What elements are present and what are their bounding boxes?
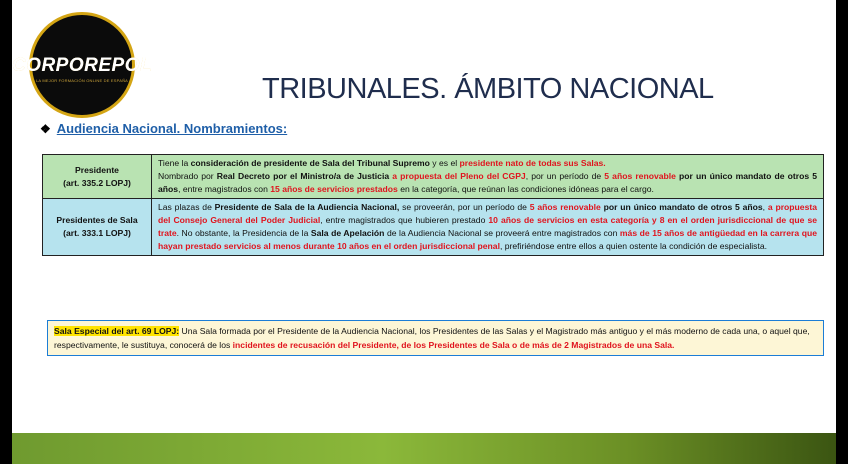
table-row xyxy=(43,155,824,199)
paragraph xyxy=(158,170,817,196)
text-run: Sala de Apelación xyxy=(310,228,385,238)
text-run: más de 15 años de antigüedad en la carrera que hayan prestado servicios al menos durante 10 años en el orden jurisdiccional penal xyxy=(158,228,817,251)
text-run: a propuesta del Consejo General del Poder Judicial xyxy=(158,202,817,225)
text-run: de la Audiencia Nacional se proveerá entre magistrados con xyxy=(384,228,620,238)
text-run: se proveerán, por un período de xyxy=(399,202,530,212)
text-run: en la categoría, que reúnan las condiciones idóneas para el cargo. xyxy=(397,184,654,194)
text-run: , entre magistrados con xyxy=(178,184,271,194)
text-run: y es el xyxy=(429,158,460,168)
diamond-bullet-icon: ❖ xyxy=(40,122,51,136)
text-run: 15 años de servicios prestados xyxy=(270,184,398,194)
text-run: Una Sala formada por el Presidente de la Audiencia Nacional, los Presidentes de las Salas y el Magistrado más antiguo y el más moderno de cada una, o aquel que, respectivamente, le sustituya, conocerá de los xyxy=(54,326,810,350)
paragraph xyxy=(158,157,817,170)
text-run: consideración de presidente de Sala del Tribunal Supremo xyxy=(190,158,430,168)
text-run: 10 años de servicios en esta categoría y 8 en el orden jurisdiccional de que se trate xyxy=(158,215,818,238)
row-content xyxy=(152,155,824,199)
text-run: . No obstante, la Presidencia de la xyxy=(176,228,311,238)
text-run: , xyxy=(762,202,768,212)
text-run: , por un período de xyxy=(525,171,605,181)
logo-wordmark: CORPOREPOL xyxy=(12,55,153,76)
special-chamber-note xyxy=(47,320,824,356)
paragraph xyxy=(158,201,817,253)
text-run: por un único mandato de otros 5 años xyxy=(158,171,818,194)
text-run: por un único mandato de otros 5 años xyxy=(603,202,763,212)
text-run: Nombrado por xyxy=(158,171,217,181)
text-run: 5 años renovable xyxy=(604,171,676,181)
text-run: Sala Especial del art. 69 LOPJ: xyxy=(54,326,180,336)
row-label: Presidente (art. 335.2 LOPJ) xyxy=(43,155,152,199)
corporepol-logo xyxy=(12,12,153,118)
text-run: a propuesta del Pleno del CGPJ xyxy=(392,171,526,181)
text-run: incidentes de recusación del Presidente, de los Presidentes de Sala o de más de 2 Magistrados de una Sala. xyxy=(232,340,675,350)
table-row xyxy=(43,199,824,256)
page-title: TRIBUNALES. ÁMBITO NACIONAL xyxy=(262,73,714,105)
section-heading: ❖ Audiencia Nacional. Nombramientos: xyxy=(40,121,288,136)
row-content xyxy=(152,199,824,256)
text-run: presidente nato de todas sus Salas. xyxy=(459,158,606,168)
text-run: Tiene la xyxy=(158,158,191,168)
text-run: , prefiriéndose entre ellos a quien ostente la condición de especialista. xyxy=(499,241,768,251)
row-label: Presidentes de Sala (art. 333.1 LOPJ) xyxy=(43,199,152,256)
text-run: 5 años renovable xyxy=(529,202,601,212)
logo-tagline: LA MEJOR FORMACIÓN ONLINE DE ESPAÑA xyxy=(35,78,129,83)
text-run: Las plazas de xyxy=(158,202,215,212)
text-run: , entre magistrados que hubieren prestado xyxy=(320,215,489,225)
footer-bar xyxy=(12,433,836,464)
text-run: Real Decreto por el Ministro/a de Justicia xyxy=(216,171,390,181)
text-run: Presidente de Sala de la Audiencia Nacional, xyxy=(214,202,400,212)
appointments-table xyxy=(42,154,824,256)
slide xyxy=(12,0,836,464)
